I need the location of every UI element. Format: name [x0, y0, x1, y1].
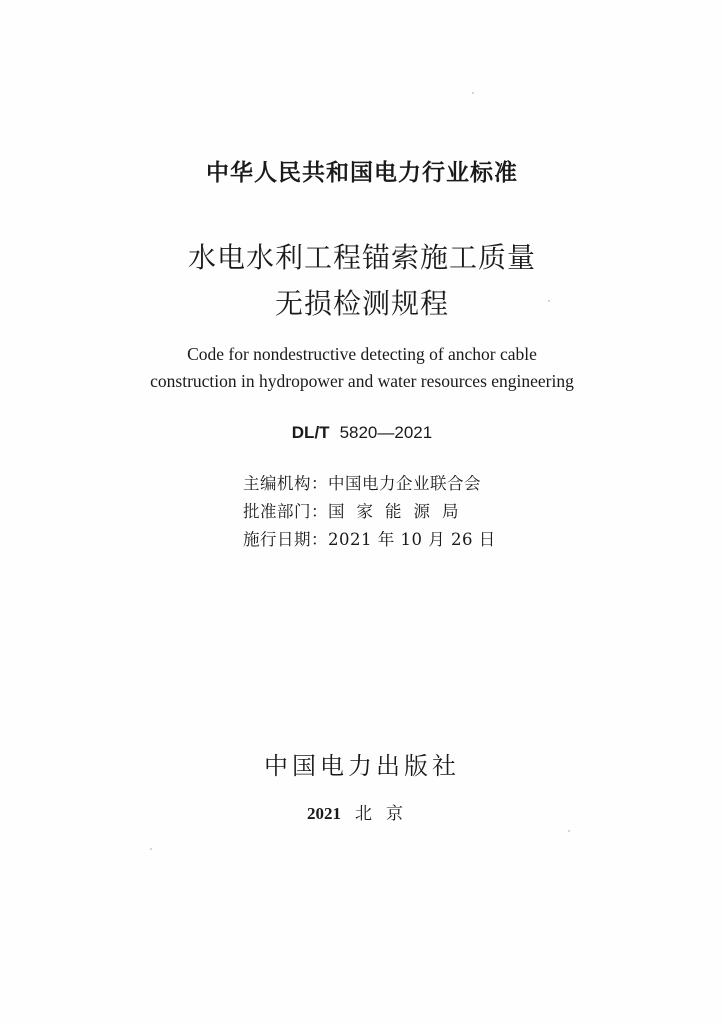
effective-value: 2021 年 10 月 26 日 [328, 530, 496, 549]
title-en-line2: construction in hydropower and water resources engineering [150, 371, 574, 391]
standard-code-prefix: DL/T [291, 423, 330, 442]
standard-code-number: 5820—2021 [339, 423, 433, 442]
paper-speck [150, 848, 152, 850]
title-cn-line2: 无损检测规程 [274, 287, 449, 320]
imprint [0, 799, 724, 824]
standard-code [0, 423, 724, 443]
title-cn-line1: 水电水利工程锚索施工质量 [187, 241, 536, 274]
editor-value: 中国电力企业联合会 [328, 474, 481, 493]
paper-speck [548, 300, 550, 302]
imprint-city: 北京 [355, 804, 417, 824]
paper-speck [568, 830, 570, 832]
imprint-year: 2021 [307, 804, 341, 823]
editor-label: 主编机构： [243, 474, 328, 493]
standard-series: 中华人民共和国电力行业标准 [206, 160, 518, 186]
effective-label: 施行日期： [243, 530, 328, 549]
paper-speck [472, 92, 474, 94]
approver-value: 国家能源局 [328, 502, 471, 521]
editor-row [243, 470, 481, 494]
effective-date-row [243, 526, 496, 550]
approver-label: 批准部门： [243, 502, 328, 521]
publisher-name: 中国电力出版社 [264, 752, 460, 780]
title-en-line1: Code for nondestructive detecting of anchor cable [187, 344, 537, 364]
approver-row [243, 498, 471, 522]
